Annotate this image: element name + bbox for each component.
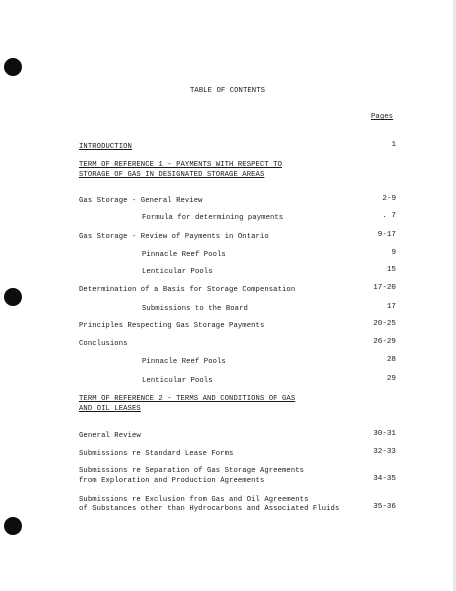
toc-page: 17 xyxy=(386,303,396,311)
toc-page: 9-17 xyxy=(377,231,396,239)
toc-subentry: Formula for determining payments xyxy=(142,214,284,222)
binder-hole-bottom xyxy=(4,517,22,535)
toc-entry: Conclusions xyxy=(79,340,128,348)
toc-entry: Principles Respecting Gas Storage Payments xyxy=(79,322,265,330)
toc-page: 30-31 xyxy=(373,430,396,438)
toc-title: TABLE OF CONTENTS xyxy=(190,87,266,95)
toc-section-heading-2: TERM OF REFERENCE 2 - TERMS AND CONDITIONS OF GAS xyxy=(79,395,296,403)
toc-entry: General Review xyxy=(79,432,141,440)
toc-page: 15 xyxy=(386,266,396,274)
toc-section-heading-2-cont: AND OIL LEASES xyxy=(79,405,141,413)
toc-subentry: Pinnacle Reef Pools xyxy=(142,358,226,366)
toc-section-heading-1: TERM OF REFERENCE 1 - PAYMENTS WITH RESPECT TO xyxy=(79,161,283,169)
toc-page: 2-9 xyxy=(382,195,396,203)
toc-entry-introduction: INTRODUCTION xyxy=(79,143,132,151)
toc-entry: Determination of a Basis for Storage Compensation xyxy=(79,286,296,294)
toc-page: 32-33 xyxy=(373,448,396,456)
toc-subentry: Lenticular Pools xyxy=(142,268,213,276)
binder-hole-top xyxy=(4,58,22,76)
toc-page: 26-29 xyxy=(373,338,396,346)
toc-page: 35-36 xyxy=(373,503,396,511)
toc-subentry: Submissions to the Board xyxy=(142,305,248,313)
toc-page: 28 xyxy=(386,356,396,364)
toc-page: 9 xyxy=(391,249,396,257)
pages-header: Pages xyxy=(371,113,394,121)
binder-hole-middle xyxy=(4,288,22,306)
toc-entry: Submissions re Separation of Gas Storage Agreements xyxy=(79,467,305,475)
toc-entry: Gas Storage - Review of Payments in Ontario xyxy=(79,233,269,241)
toc-page-introduction: 1 xyxy=(391,141,396,149)
toc-entry: Submissions re Exclusion from Gas and Oil Agreements xyxy=(79,496,309,504)
toc-entry: Gas Storage - General Review xyxy=(79,197,203,205)
toc-subentry: Pinnacle Reef Pools xyxy=(142,251,226,259)
toc-entry-cont: from Exploration and Production Agreements xyxy=(79,477,265,485)
toc-entry: Submissions re Standard Lease Forms xyxy=(79,450,234,458)
toc-page: 29 xyxy=(386,375,396,383)
toc-subentry: Lenticular Pools xyxy=(142,377,213,385)
toc-page: 20-25 xyxy=(373,320,396,328)
toc-page: 17-20 xyxy=(373,284,396,292)
toc-page: . 7 xyxy=(382,212,396,220)
toc-section-heading-1-cont: STORAGE OF GAS IN DESIGNATED STORAGE AREAS xyxy=(79,171,265,179)
toc-entry-cont: of Substances other than Hydrocarbons and Associated Fluids xyxy=(79,505,340,513)
toc-page: 34-35 xyxy=(373,475,396,483)
